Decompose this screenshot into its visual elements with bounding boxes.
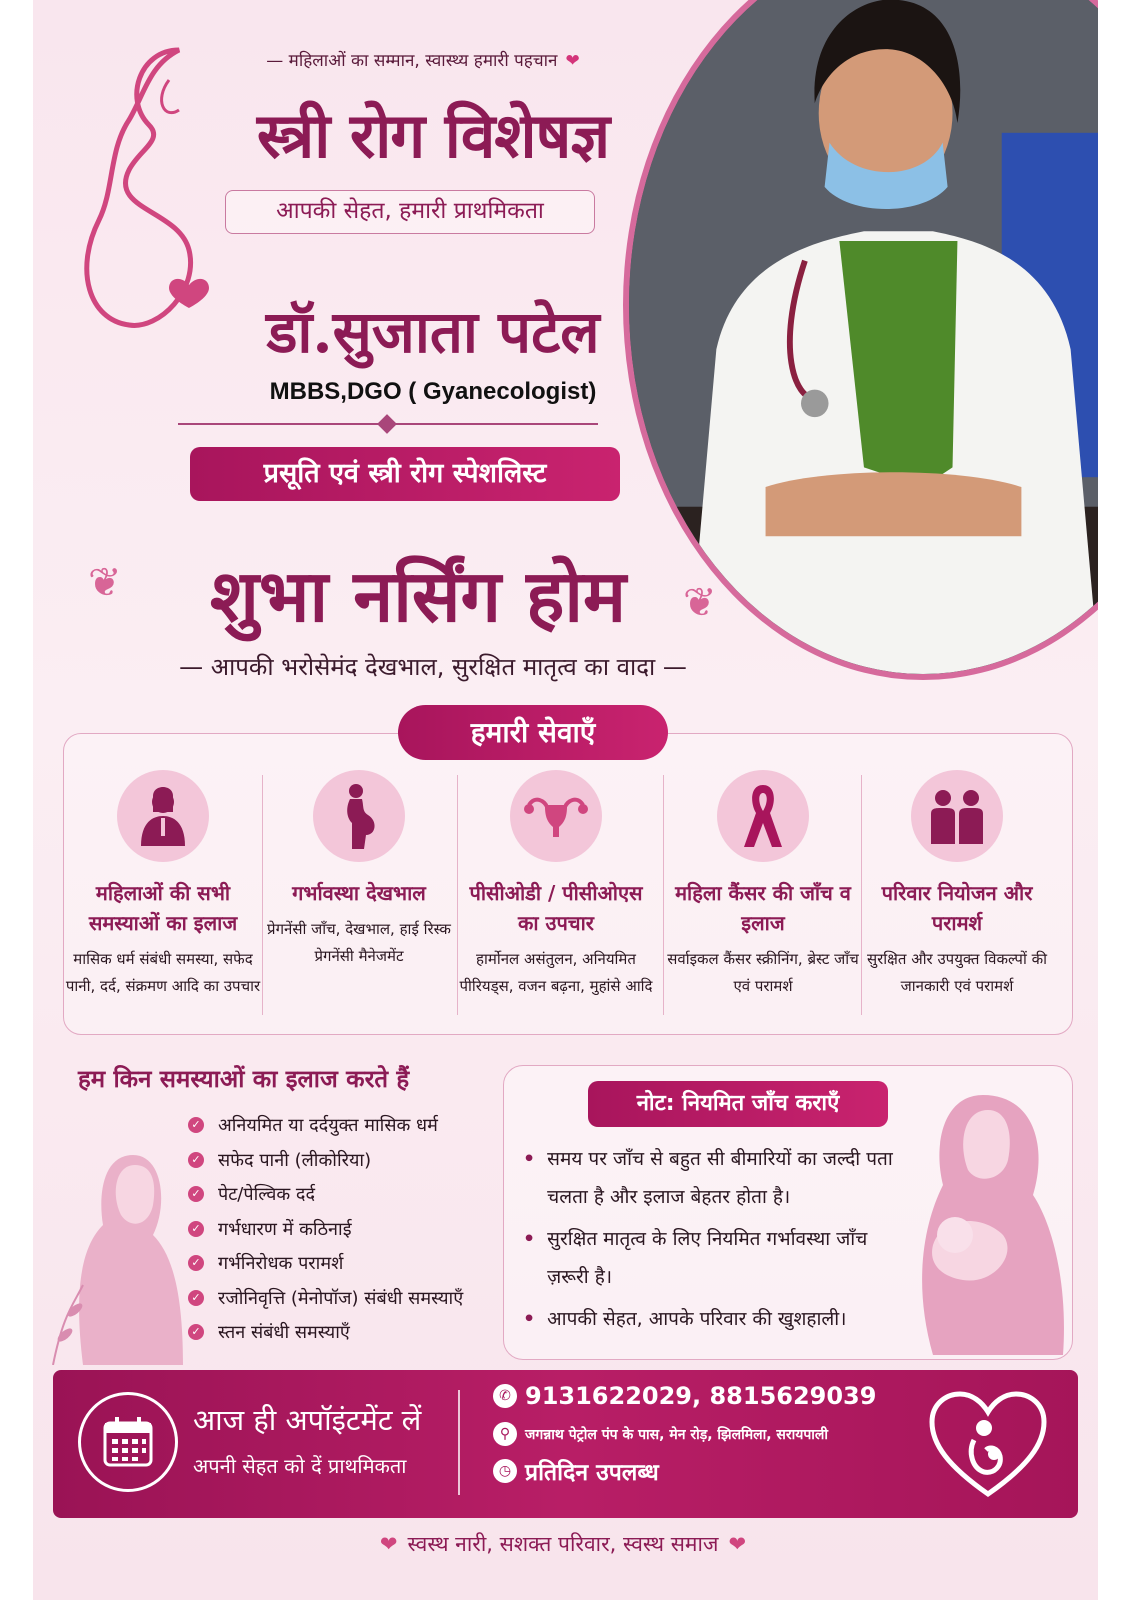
service-card xyxy=(259,770,459,1020)
service-card xyxy=(63,770,263,1020)
list-item: ✓ पेट/पेल्विक दर्द xyxy=(188,1177,508,1212)
heart-icon: ❤ xyxy=(565,51,580,71)
service-description: मासिक धर्म संबंधी समस्या, सफेद पानी, दर्द, संक्रमण आदि का उपचार xyxy=(65,950,261,995)
leaf-ornament-left: ❦ xyxy=(88,560,122,606)
note-list xyxy=(523,1140,913,1342)
pregnant-woman-icon xyxy=(313,770,405,862)
bullet-icon: • xyxy=(523,1148,536,1170)
list-item: ✓ रजोनिवृत्ति (मेनोपॉज) संबंधी समस्याएँ xyxy=(188,1281,508,1316)
doctor-name: डॉ.सुजाता पटेल xyxy=(266,298,600,366)
top-tagline: — महिलाओं का सम्मान, स्वास्थ्य हमारी पहचान ❤ xyxy=(266,51,580,71)
doctor-photo xyxy=(623,0,1098,680)
service-title: महिलाओं की सभी समस्याओं का इलाज xyxy=(88,881,238,935)
clock-icon: ◷ xyxy=(493,1459,517,1483)
service-description: हार्मोनल असंतुलन, अनियमित पीरियड्स, वजन बढ़ना, मुहांसे आदि xyxy=(459,950,653,995)
service-description: प्रेगनेंसी जाँच, देखभाल, हाई रिस्क प्रेगनेंसी मैनेजमेंट xyxy=(267,920,451,965)
heart-icon: ❤ xyxy=(728,1532,747,1556)
mother-baby-illustration xyxy=(893,1085,1073,1355)
problems-heading: हम किन समस्याओं का इलाज करते हैं xyxy=(78,1065,410,1093)
location-pin-icon: ⚲ xyxy=(493,1422,517,1446)
contact-phone[interactable]: ✆ 9131622029, 8815629039 xyxy=(493,1382,933,1410)
appointment-subtext: अपनी सेहत को दें प्राथमिकता xyxy=(193,1454,407,1478)
check-icon: ✓ xyxy=(188,1186,204,1202)
problems-list xyxy=(188,1108,508,1350)
mother-child-heart-logo xyxy=(928,1390,1048,1500)
note-heading: नोट: नियमित जाँच कराएँ xyxy=(588,1081,888,1127)
bullet-icon: • xyxy=(523,1308,536,1330)
service-title: गर्भावस्था देखभाल xyxy=(292,881,426,905)
specialist-banner: प्रसूति एवं स्त्री रोग स्पेशलिस्ट xyxy=(190,447,620,501)
service-title: पीसीओडी / पीसीओएस का उपचार xyxy=(469,881,643,935)
list-item: • समय पर जाँच से बहुत सी बीमारियों का जल्दी पता चलता है और इलाज बेहतर होता है। xyxy=(523,1140,913,1216)
list-item: ✓ अनियमित या दर्दयुक्त मासिक धर्म xyxy=(188,1108,508,1143)
nursing-home-tagline: — आपकी भरोसेमंद देखभाल, सुरक्षित मातृत्व का वादा — xyxy=(179,653,687,681)
service-card xyxy=(663,770,863,1020)
pregnant-silhouette-logo xyxy=(69,40,219,340)
check-icon: ✓ xyxy=(188,1324,204,1340)
woman-illustration xyxy=(43,1135,193,1365)
check-icon: ✓ xyxy=(188,1255,204,1271)
service-card xyxy=(456,770,656,1020)
divider-ornament xyxy=(377,414,397,434)
calendar-icon xyxy=(78,1392,178,1492)
check-icon: ✓ xyxy=(188,1117,204,1133)
bottom-tagline: ❤ स्वस्थ नारी, सशक्त परिवार, स्वस्थ समाज ❤ xyxy=(379,1532,747,1556)
list-item: ✓ गर्भनिरोधक परामर्श xyxy=(188,1246,508,1281)
service-title: परिवार नियोजन और परामर्श xyxy=(881,881,1033,935)
phone-icon: ✆ xyxy=(493,1384,517,1408)
poster xyxy=(33,0,1098,1600)
availability: ◷ प्रतिदिन उपलब्ध xyxy=(493,1455,793,1487)
list-item: ✓ गर्भधारण में कठिनाई xyxy=(188,1212,508,1247)
service-description: सुरक्षित और उपयुक्त विकल्पों की जानकारी एवं परामर्श xyxy=(866,950,1048,995)
bullet-icon: • xyxy=(523,1228,536,1250)
appointment-cta: आज ही अपॉइंटमेंट लें xyxy=(193,1403,422,1437)
service-title: महिला कैंसर की जाँच व इलाज xyxy=(675,881,851,935)
heart-icon: ❤ xyxy=(379,1532,398,1556)
services-heading: हमारी सेवाएँ xyxy=(398,705,668,760)
list-item: ✓ सफेद पानी (लीकोरिया) xyxy=(188,1143,508,1178)
footer-divider xyxy=(458,1390,460,1495)
contact-address: ⚲ जगन्नाथ पेट्रोल पंप के पास, मेन रोड़, झिलमिला, सरायपाली xyxy=(493,1422,923,1446)
leaf-ornament-right: ❦ xyxy=(683,580,717,626)
nursing-home-name: शुभा नर्सिंग होम xyxy=(209,553,627,638)
service-description: सर्वाइकल कैंसर स्क्रीनिंग, ब्रेस्ट जाँच एवं परामर्श xyxy=(667,950,859,995)
female-doctor-icon xyxy=(117,770,209,862)
check-icon: ✓ xyxy=(188,1152,204,1168)
doctor-qualification: MBBS,DGO ( Gyanecologist) xyxy=(269,378,597,405)
list-item: • सुरक्षित मातृत्व के लिए नियमित गर्भावस्था जाँच ज़रूरी है। xyxy=(523,1220,913,1296)
uterus-icon xyxy=(510,770,602,862)
cancer-ribbon-icon xyxy=(717,770,809,862)
list-item: • आपकी सेहत, आपके परिवार की खुशहाली। xyxy=(523,1300,913,1338)
check-icon: ✓ xyxy=(188,1221,204,1237)
couple-icon xyxy=(911,770,1003,862)
check-icon: ✓ xyxy=(188,1290,204,1306)
page-title: स्त्री रोग विशेषज्ञ xyxy=(256,99,610,172)
service-card xyxy=(857,770,1057,1020)
subtitle-box: आपकी सेहत, हमारी प्राथमिकता xyxy=(225,190,595,234)
list-item: ✓ स्तन संबंधी समस्याएँ xyxy=(188,1315,508,1350)
